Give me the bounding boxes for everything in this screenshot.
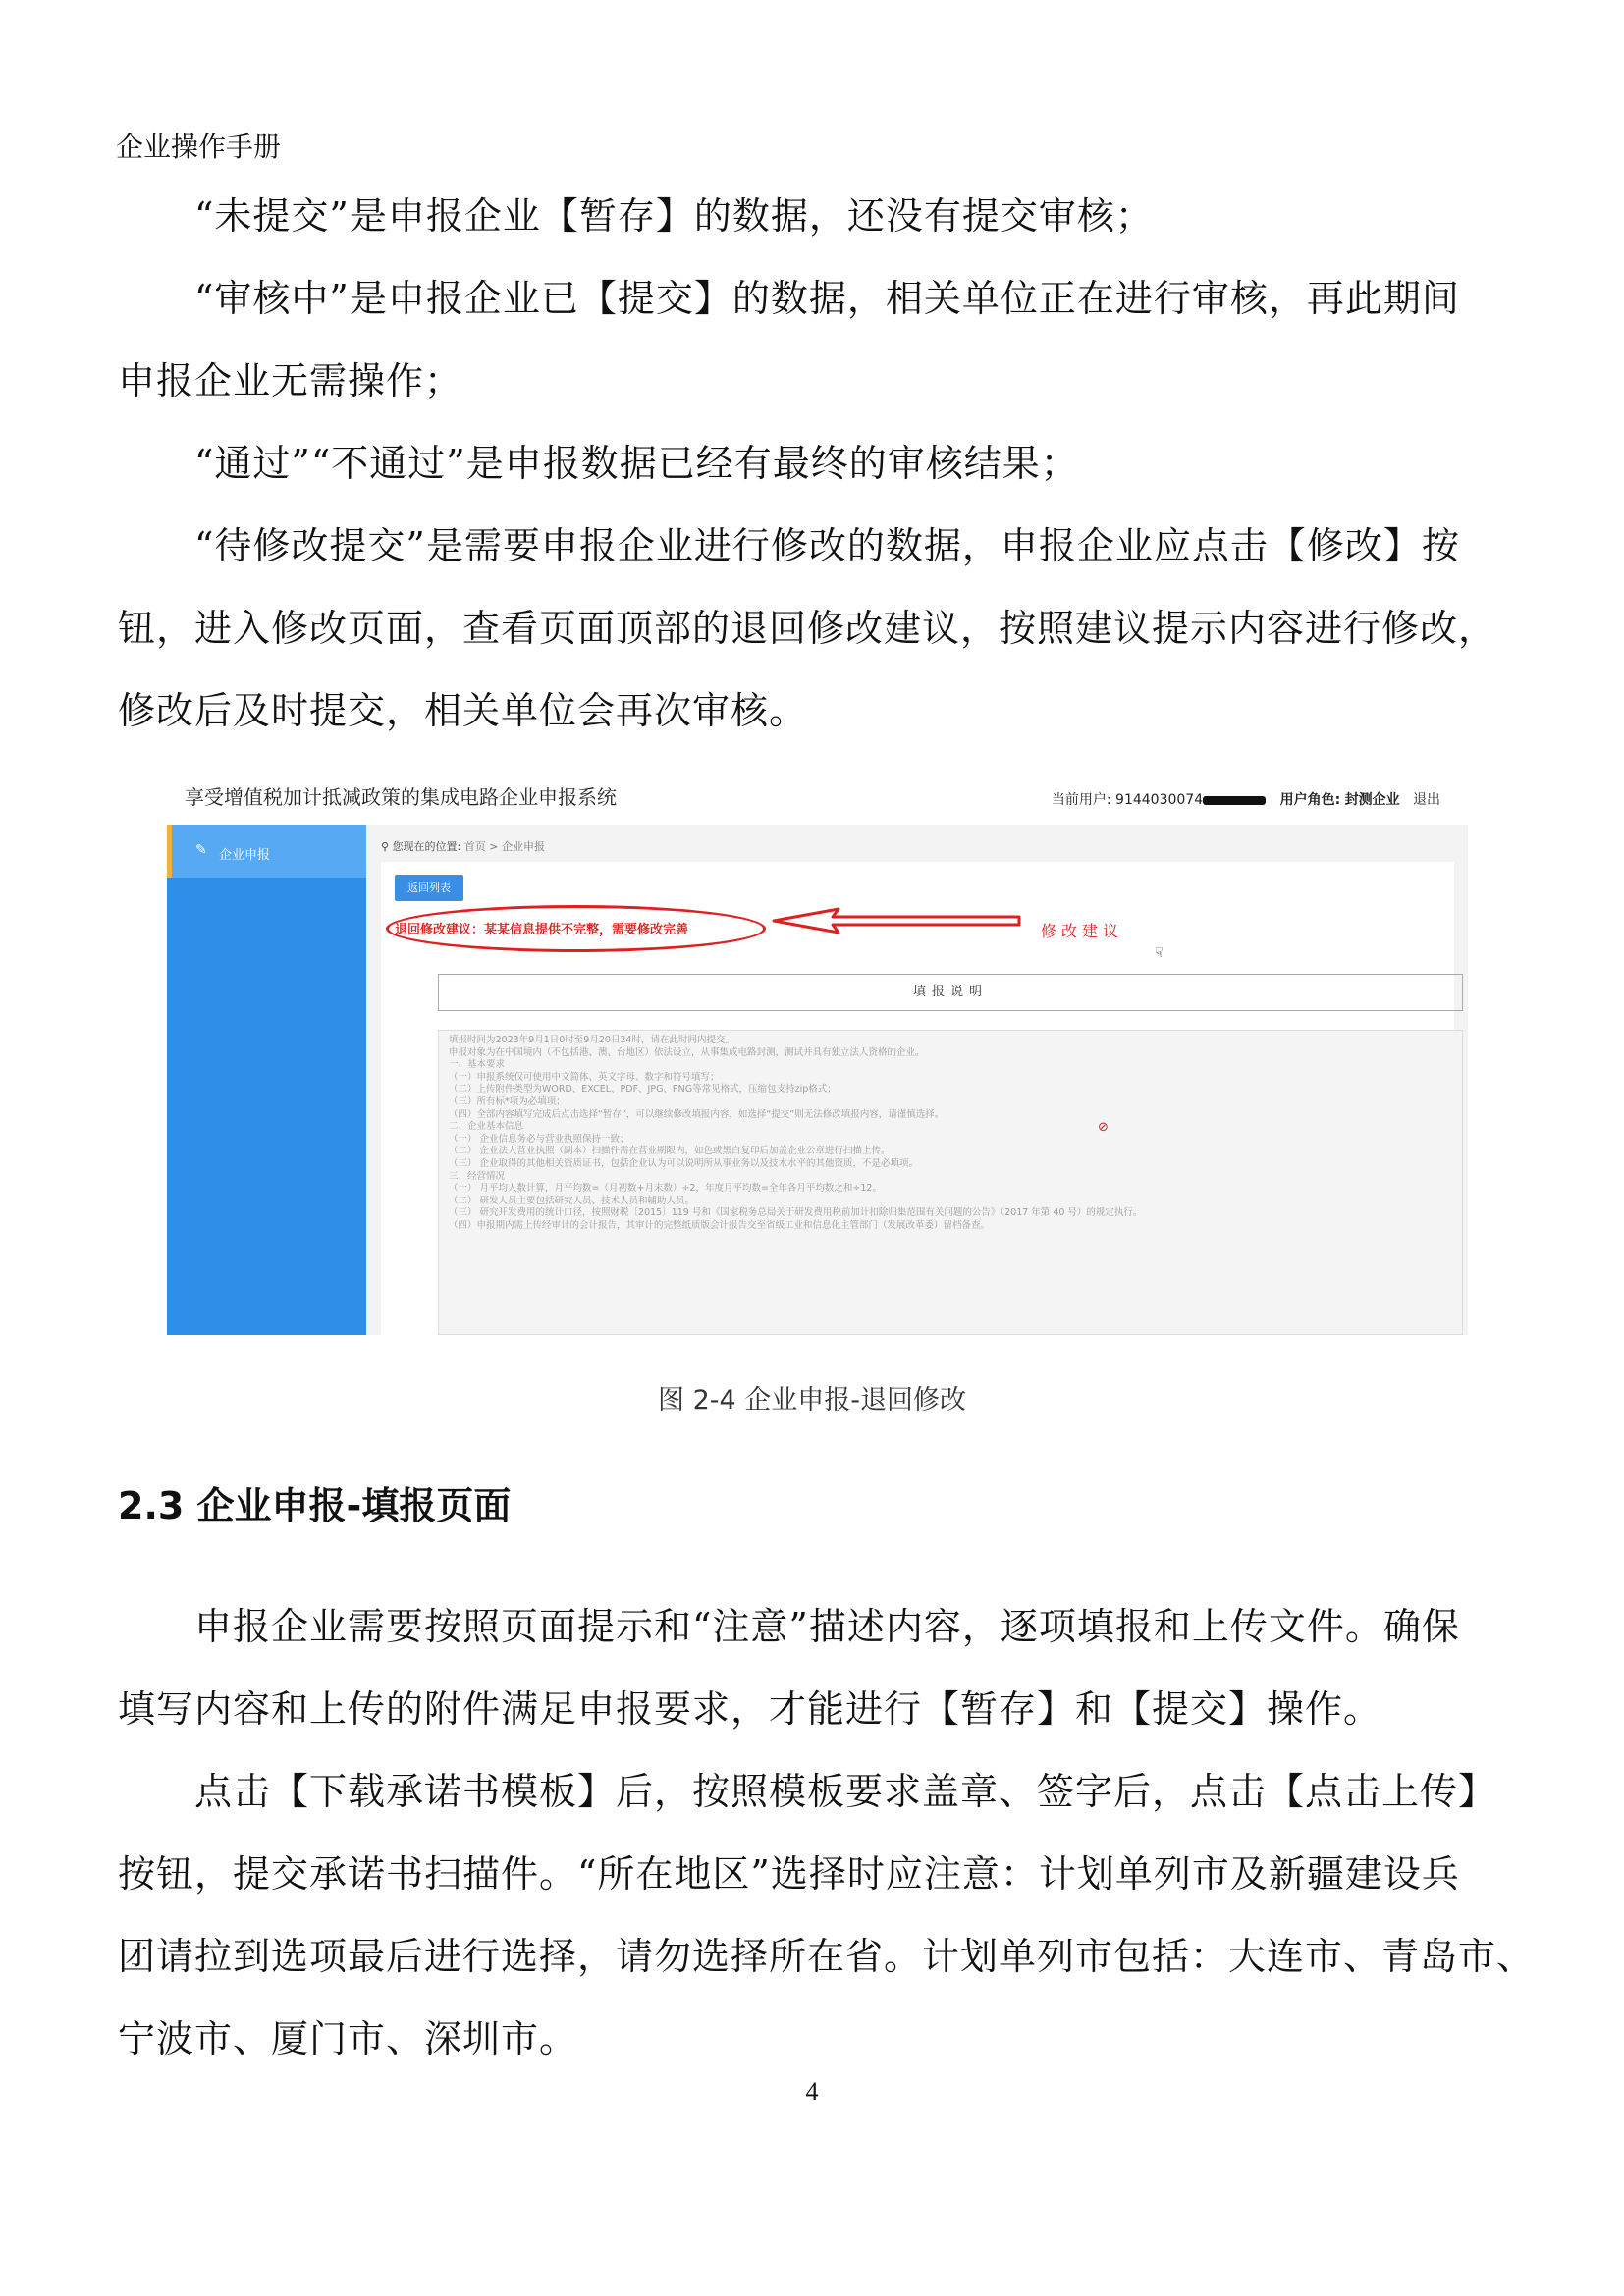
breadcrumb-prefix: 您现在的位置: <box>392 840 461 853</box>
note-line: （四）申报期内需上传经审计的会计报告，其审计的完整纸质版会计报告交至省级工业和信息化主管部门（发展改革委）留档备查。 <box>449 1219 991 1231</box>
not-allowed-icon: ⊘ <box>1098 1120 1109 1135</box>
running-header: 企业操作手册 <box>116 131 282 163</box>
fill-page-explanation <box>118 1585 1536 2080</box>
logout-link[interactable]: 退出 <box>1413 792 1440 808</box>
text-line: 修改后及时提交，相关单位会再次审核。 <box>118 689 808 732</box>
note-line: （一） 月平均人数计算，月平均数=（月初数+月末数）÷2，年度月平均数=全年各月平均数之和÷12。 <box>449 1183 882 1195</box>
note-line: 一、基本要求 <box>449 1059 506 1071</box>
note-line: （四）全部内容填写完成后点击选择“暂存”，可以继续修改填报内容，如选择“提交”则无法修改填报内容，请谨慎选择。 <box>449 1108 945 1120</box>
app-header <box>167 764 1468 825</box>
role-label: 用户角色: <box>1279 792 1341 808</box>
text-line: 钮，进入修改页面，查看页面顶部的退回修改建议，按照建议提示内容进行修改， <box>118 607 1497 650</box>
back-to-list-button[interactable]: 返回列表 <box>395 875 463 901</box>
note-line: （二） 研发人员主要包括研究人员、技术人员和辅助人员。 <box>449 1195 695 1206</box>
location-pin-icon: ⚲ <box>381 840 390 853</box>
user-label: 当前用户: <box>1051 792 1111 808</box>
redaction-mark <box>1203 796 1266 805</box>
role-value: 封测企业 <box>1344 792 1400 808</box>
breadcrumb <box>381 838 545 854</box>
breadcrumb-home[interactable]: 首页 <box>463 840 486 853</box>
sidebar-item-enterprise-declaration[interactable] <box>167 825 366 878</box>
note-line: （三） 研究开发费用的统计口径，按照财税〔2015〕119 号和《国家税务总局关于研发费用税前加计扣除归集范围有关问题的公告》（2017 年第 40 号）的规定执行。 <box>449 1207 1143 1219</box>
text-line: “未提交”是申报企业【暂存】的数据，还没有提交审核； <box>194 194 1154 238</box>
note-line: （二）上传附件类型为WORD、EXCEL、PDF、JPG、PNG等常见格式，压缩包支持zip格式； <box>449 1084 837 1095</box>
text-line: “通过”“不通过”是申报数据已经有最终的审核结果； <box>194 442 1079 485</box>
content-panel <box>381 862 1454 1335</box>
text-line: 申报企业需要按照页面提示和“注意”描述内容，逐项填报和上传文件。确保 <box>194 1605 1460 1648</box>
note-line: （一） 企业信息务必与营业执照保持一致； <box>449 1133 629 1145</box>
text-line: “审核中”是申报企业已【提交】的数据，相关单位正在进行审核，再此期间 <box>194 277 1460 320</box>
note-line: （三）所有标*项为必填项； <box>449 1095 566 1107</box>
note-line: 三、经营情况 <box>449 1170 506 1182</box>
note-line: （三） 企业取得的其他相关资质证书，包括企业认为可以说明所从事业务以及技术水平的其他资质，不是必填项。 <box>449 1157 919 1169</box>
breadcrumb-separator: > <box>489 840 499 853</box>
text-line: 填写内容和上传的附件满足申报要求，才能进行【暂存】和【提交】操作。 <box>118 1687 1382 1731</box>
edit-icon: ✎ <box>195 842 207 858</box>
user-value: 9144030074 <box>1115 792 1204 808</box>
text-line: 宁波市、厦门市、深圳市。 <box>118 2017 578 2060</box>
text-line: 按钮，提交承诺书扫描件。“所在地区”选择时应注意：计划单列市及新疆建设兵 <box>118 1852 1460 1896</box>
user-info <box>1052 789 1440 809</box>
note-line: 二、企业基本信息 <box>449 1121 524 1133</box>
note-line: 填报时间为2023年9月1日0时至9月20日24时，请在此时间内提交。 <box>449 1035 735 1045</box>
text-line: “待修改提交”是需要申报企业进行修改的数据，申报企业应点击【修改】按 <box>194 524 1460 567</box>
instructions-title: 填报说明 <box>438 974 1463 1011</box>
text-line: 点击【下载承诺书模板】后，按照模板要求盖章、签字后，点击【点击上传】 <box>194 1770 1497 1813</box>
sidebar <box>167 825 366 1335</box>
return-advice: 退回修改建议：某某信息提供不完整，需要修改完善 <box>395 923 689 937</box>
note-line: （一）申报系统仅可使用中文简体、英文字母、数字和符号填写； <box>449 1071 720 1083</box>
embedded-screenshot <box>167 764 1468 1335</box>
page-number: 4 <box>805 2077 819 2106</box>
section-heading: 2.3 企业申报-填报页面 <box>118 1484 512 1527</box>
figure-caption: 图 2-4 企业申报-退回修改 <box>657 1385 966 1415</box>
arrow-icon <box>770 906 1025 935</box>
breadcrumb-current: 企业申报 <box>502 840 545 853</box>
instructions-notes <box>438 1030 1463 1335</box>
note-line: 申报对象为在中国境内（不包括港、澳、台地区）依法设立，从事集成电路封测，测试并具有独立法人资格的企业。 <box>449 1046 925 1058</box>
sidebar-item-label: 企业申报 <box>219 848 271 863</box>
text-line: 团请拉到选项最后进行选择，请勿选择所在省。计划单列市包括：大连市、青岛市、 <box>118 1935 1536 1978</box>
hand-cursor-icon: ☟ <box>1155 945 1164 961</box>
status-explanation <box>118 175 1516 752</box>
text-line: 申报企业无需操作； <box>118 359 463 402</box>
app-title: 享受增值税加计抵减政策的集成电路企业申报系统 <box>185 785 617 809</box>
note-line: （二） 企业法人营业执照（副本）扫描件需在营业期限内，如色或黑白复印后加盖企业公章进行扫描上传。 <box>449 1146 891 1157</box>
annotation-label: 修改建议 <box>1041 922 1124 940</box>
